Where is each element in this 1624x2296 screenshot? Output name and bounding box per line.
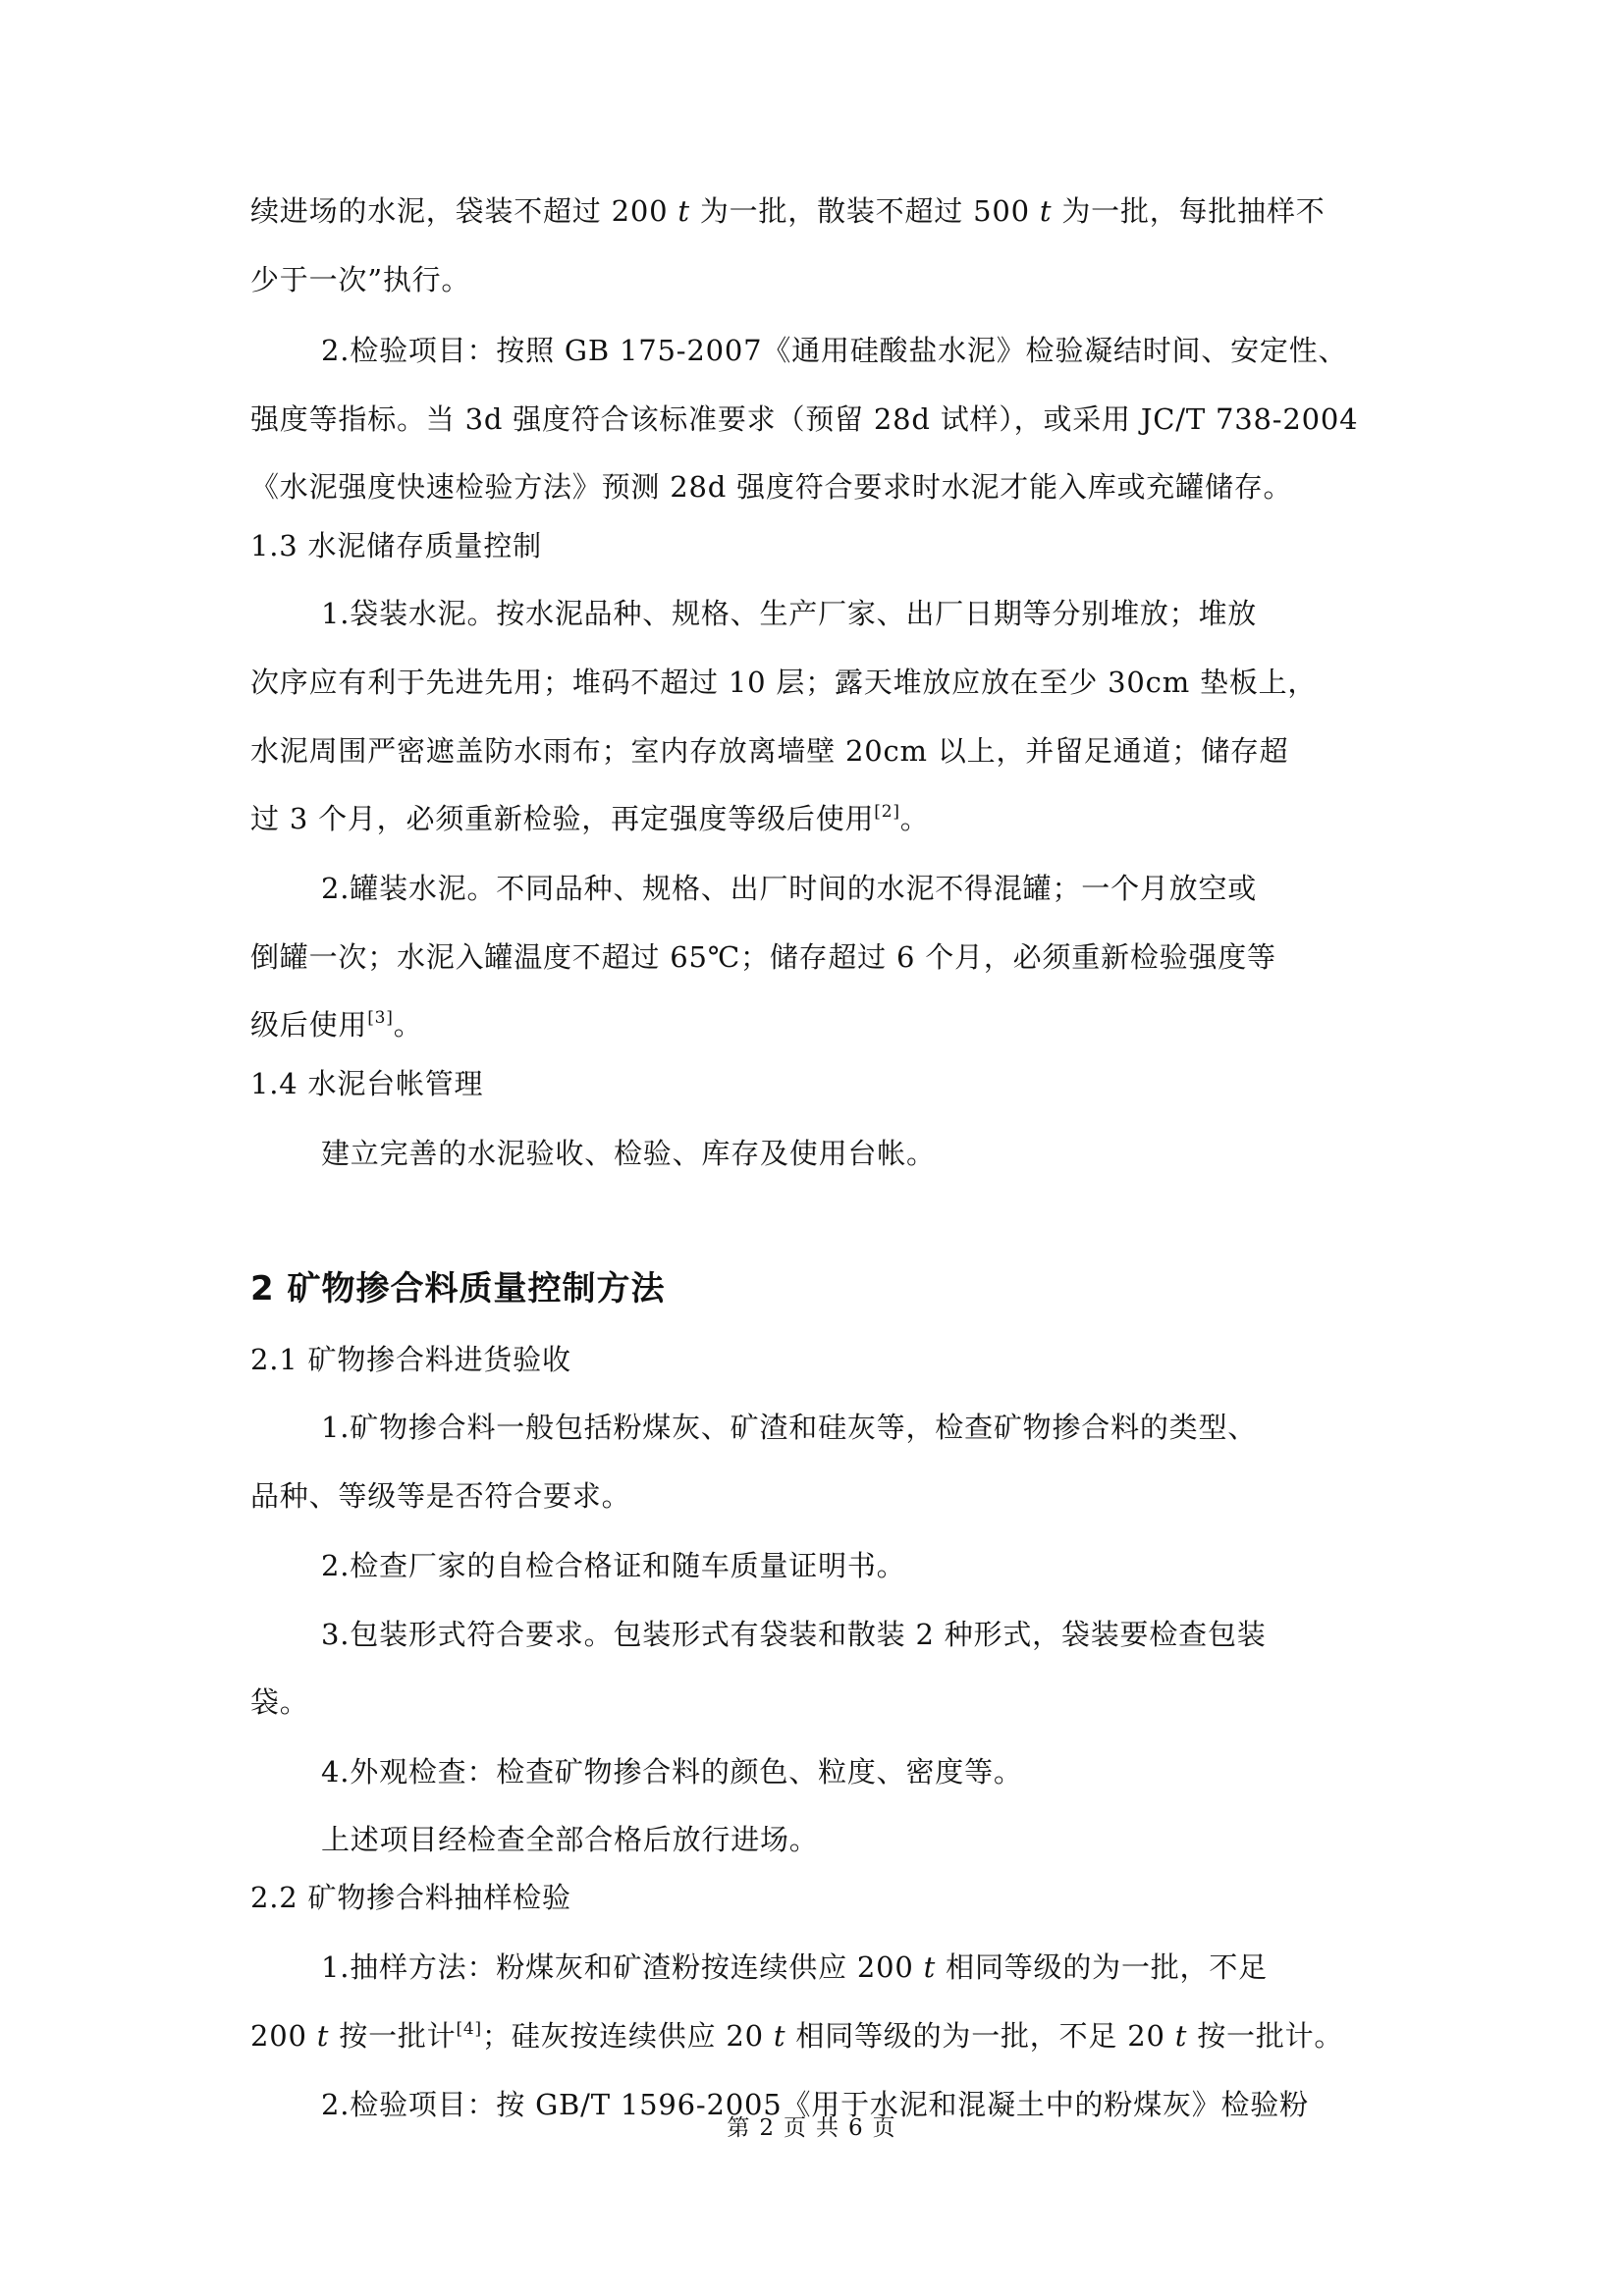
section-heading-2-2: 2.2 矿物掺合料抽样检验 [250, 1881, 571, 1914]
footer-text: 第 [727, 2115, 752, 2141]
text-line: 2.罐装水泥。不同品种、规格、出厂时间的水泥不得混罐；一个月放空或 [321, 872, 1258, 905]
text-run: 过 3 个月，必须重新检验，再定强度等级后使用 [250, 802, 875, 835]
text-run: 按一批计 [329, 2019, 457, 2053]
unit-ton: t [1039, 194, 1053, 228]
text-line: 上述项目经检查全部合格后放行进场。 [321, 1823, 819, 1856]
total-pages: 6 [848, 2115, 865, 2141]
text-line: 4.外观检查：检查矿物掺合料的颜色、粒度、密度等。 [321, 1755, 1023, 1789]
text-line: 1.矿物掺合料一般包括粉煤灰、矿渣和硅灰等，检查矿物掺合料的类型、 [321, 1411, 1258, 1444]
text-line: 倒罐一次；水泥入罐温度不超过 65℃；储存超过 6 个月，必须重新检验强度等 [250, 940, 1276, 974]
text-run: 。 [899, 802, 930, 835]
text-line: 建立完善的水泥验收、检验、库存及使用台帐。 [321, 1137, 936, 1170]
section-heading-1-4: 1.4 水泥台帐管理 [250, 1067, 484, 1100]
text-run: 级后使用 [250, 1008, 368, 1041]
text-line: 3.包装形式符合要求。包装形式有袋装和散装 2 种形式，袋装要检查包装 [321, 1618, 1267, 1651]
unit-ton: t [923, 1950, 937, 1984]
chapter-heading-2: 2 矿物掺合料质量控制方法 [250, 1269, 666, 1308]
footer-text: 共 [816, 2115, 840, 2141]
text-line [250, 191, 1326, 231]
section-heading-2-1: 2.1 矿物掺合料进货验收 [250, 1343, 571, 1376]
text-line [250, 2016, 1343, 2056]
text-line: 品种、等级等是否符合要求。 [250, 1479, 631, 1513]
text-run: 相同等级的为一批，不足 [936, 1950, 1268, 1984]
text-run: 1.抽样方法：粉煤灰和矿渣粉按连续供应 200 [321, 1950, 924, 1984]
text-line: 次序应有利于先进先用；堆码不超过 10 层；露天堆放应放在至少 30cm 垫板上， [250, 666, 1318, 699]
citation-ref[interactable]: [3] [367, 1008, 394, 1028]
text-line: 袋。 [250, 1685, 309, 1719]
text-line: 少于一次”执行。 [250, 263, 471, 296]
text-run: 。 [393, 1008, 423, 1041]
text-line: 《水泥强度快速检验方法》预测 28d 强度符合要求时水泥才能入库或充罐储存。 [250, 470, 1293, 504]
text-line [250, 799, 930, 838]
text-run: 续进场的水泥，袋装不超过 200 [250, 194, 678, 228]
text-line [250, 1005, 423, 1044]
text-run: 相同等级的为一批，不足 20 [785, 2019, 1175, 2053]
text-run: 按一批计。 [1187, 2019, 1344, 2053]
footer-text: 页 [784, 2115, 808, 2141]
text-line: 1.袋装水泥。按水泥品种、规格、生产厂家、出厂日期等分别堆放；堆放 [321, 597, 1258, 630]
text-run: 200 [250, 2019, 317, 2053]
page-footer [0, 2109, 1624, 2142]
text-line: 2.检验项目：按 GB/T 1596-2005《用于水泥和混凝土中的粉煤灰》检验粉 [321, 2088, 1309, 2121]
footer-text: 页 [872, 2115, 897, 2141]
text-line: 强度等指标。当 3d 强度符合该标准要求（预留 28d 试样），或采用 JC/T 738-2004 [250, 402, 1359, 436]
unit-ton: t [677, 194, 690, 228]
unit-ton: t [1174, 2019, 1188, 2053]
unit-ton: t [773, 2019, 786, 2053]
text-line: 2.检查厂家的自检合格证和随车质量证明书。 [321, 1549, 906, 1582]
text-line [321, 1948, 1268, 1987]
text-run: 为一批，每批抽样不 [1052, 194, 1326, 228]
citation-ref[interactable]: [2] [874, 802, 900, 822]
text-run: 为一批，散装不超过 500 [689, 194, 1040, 228]
text-line: 2.检验项目：按照 GB 175-2007《通用硅酸盐水泥》检验凝结时间、安定性、 [321, 334, 1348, 367]
section-heading-1-3: 1.3 水泥储存质量控制 [250, 529, 542, 562]
citation-ref[interactable]: [4] [456, 2019, 482, 2039]
text-run: ；硅灰按连续供应 20 [481, 2019, 774, 2053]
text-line: 水泥周围严密遮盖防水雨布；室内存放离墙壁 20cm 以上，并留足通道；储存超 [250, 734, 1289, 768]
page-number: 2 [759, 2115, 776, 2141]
unit-ton: t [316, 2019, 330, 2053]
